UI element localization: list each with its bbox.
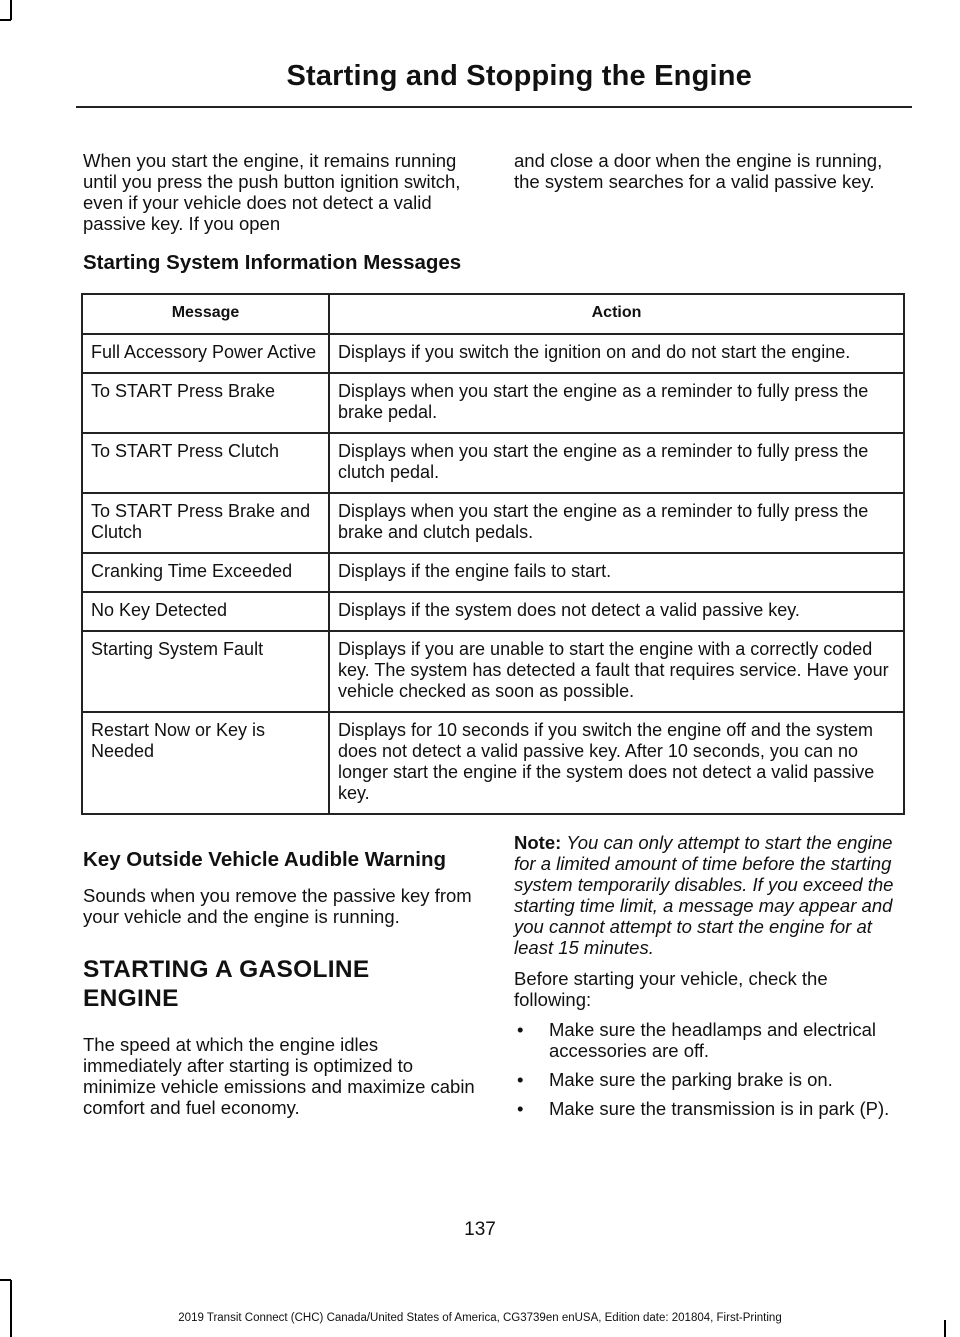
section-heading: Starting System Information Messages: [83, 251, 462, 274]
messages-table: [81, 293, 905, 815]
note-text: You can only attempt to start the engine for a limited amount of time before the starting system temporarily disables. If you exceed the starting time limit, a message may appear and you cannot attempt to start the engine for at least 15 minutes.: [514, 832, 894, 958]
left-column: [83, 849, 475, 1118]
action-cell: Displays if the system does not detect a valid passive key.: [329, 592, 904, 631]
gasoline-text: The speed at which the engine idles immediately after starting is optimized to minimize vehicle emissions and maximize cabin comfort and fuel economy.: [83, 1034, 475, 1118]
column-header-message: Message: [82, 294, 329, 334]
table-row: [82, 712, 904, 814]
crop-mark-bottom-left: [10, 1280, 12, 1337]
action-cell: Displays if you switch the ignition on and do not start the engine.: [329, 334, 904, 373]
action-cell: Displays if the engine fails to start.: [329, 553, 904, 592]
message-cell: No Key Detected: [82, 592, 329, 631]
list-item: • Make sure the parking brake is on.: [514, 1069, 906, 1090]
message-cell: To START Press Brake: [82, 373, 329, 433]
message-cell: Cranking Time Exceeded: [82, 553, 329, 592]
action-cell: Displays when you start the engine as a reminder to fully press the clutch pedal.: [329, 433, 904, 493]
message-cell: Starting System Fault: [82, 631, 329, 712]
action-cell: Displays if you are unable to start the engine with a correctly coded key. The system has detected a fault that requires service. Have your vehicle checked as soon as possible.: [329, 631, 904, 712]
checklist-intro: Before starting your vehicle, check the following:: [514, 968, 828, 1010]
note-paragraph: [514, 832, 906, 958]
right-column: [514, 832, 906, 1127]
table-row: [82, 373, 904, 433]
gasoline-heading: [83, 955, 475, 1013]
checklist: [514, 1019, 906, 1119]
intro-paragraph-left: When you start the engine, it remains running until you press the push button ignition switch, even if your vehicle does not detect a valid passive key. If you open: [83, 150, 461, 234]
message-cell: Full Accessory Power Active: [82, 334, 329, 373]
action-cell: Displays when you start the engine as a reminder to fully press the brake and clutch pedals.: [329, 493, 904, 553]
gasoline-heading-line-1: STARTING A GASOLINE: [83, 956, 370, 983]
action-cell: Displays for 10 seconds if you switch the engine off and the system does not detect a valid passive key. After 10 seconds, you can no longer start the engine if the system does not detect a valid passive key.: [329, 712, 904, 814]
table-row: [82, 631, 904, 712]
key-outside-text: Sounds when you remove the passive key from your vehicle and the engine is running.: [83, 885, 472, 927]
message-cell: Restart Now or Key is Needed: [82, 712, 329, 814]
column-header-action: Action: [329, 294, 904, 334]
page-number: 137: [464, 1219, 496, 1240]
page-footer: 2019 Transit Connect (CHC) Canada/United States of America, CG3739en enUSA, Edition date: 201804, First-Printing: [178, 1312, 782, 1324]
intro-paragraph-right: and close a door when the engine is running, the system searches for a valid passive key.: [514, 150, 883, 192]
crop-mark-top-left-h: [0, 19, 11, 21]
table-row: [82, 493, 904, 553]
message-cell: To START Press Clutch: [82, 433, 329, 493]
note-label: Note:: [514, 832, 562, 853]
list-item: • Make sure the transmission is in park (P).: [514, 1098, 906, 1119]
gasoline-heading-line-2: ENGINE: [83, 985, 179, 1012]
message-cell: To START Press Brake and Clutch: [82, 493, 329, 553]
table-row: [82, 433, 904, 493]
header-divider: [76, 106, 912, 108]
table-row: [82, 334, 904, 373]
table-row: [82, 592, 904, 631]
crop-mark-bottom-left-h: [0, 1279, 11, 1281]
page-header-title: Starting and Stopping the Engine: [286, 60, 752, 92]
crop-mark-top-left: [10, 0, 12, 20]
action-cell: Displays when you start the engine as a reminder to fully press the brake pedal.: [329, 373, 904, 433]
list-item: • Make sure the headlamps and electrical accessories are off.: [514, 1019, 906, 1061]
table-header-row: [82, 294, 904, 334]
key-outside-heading: Key Outside Vehicle Audible Warning: [83, 848, 446, 871]
table-row: [82, 553, 904, 592]
